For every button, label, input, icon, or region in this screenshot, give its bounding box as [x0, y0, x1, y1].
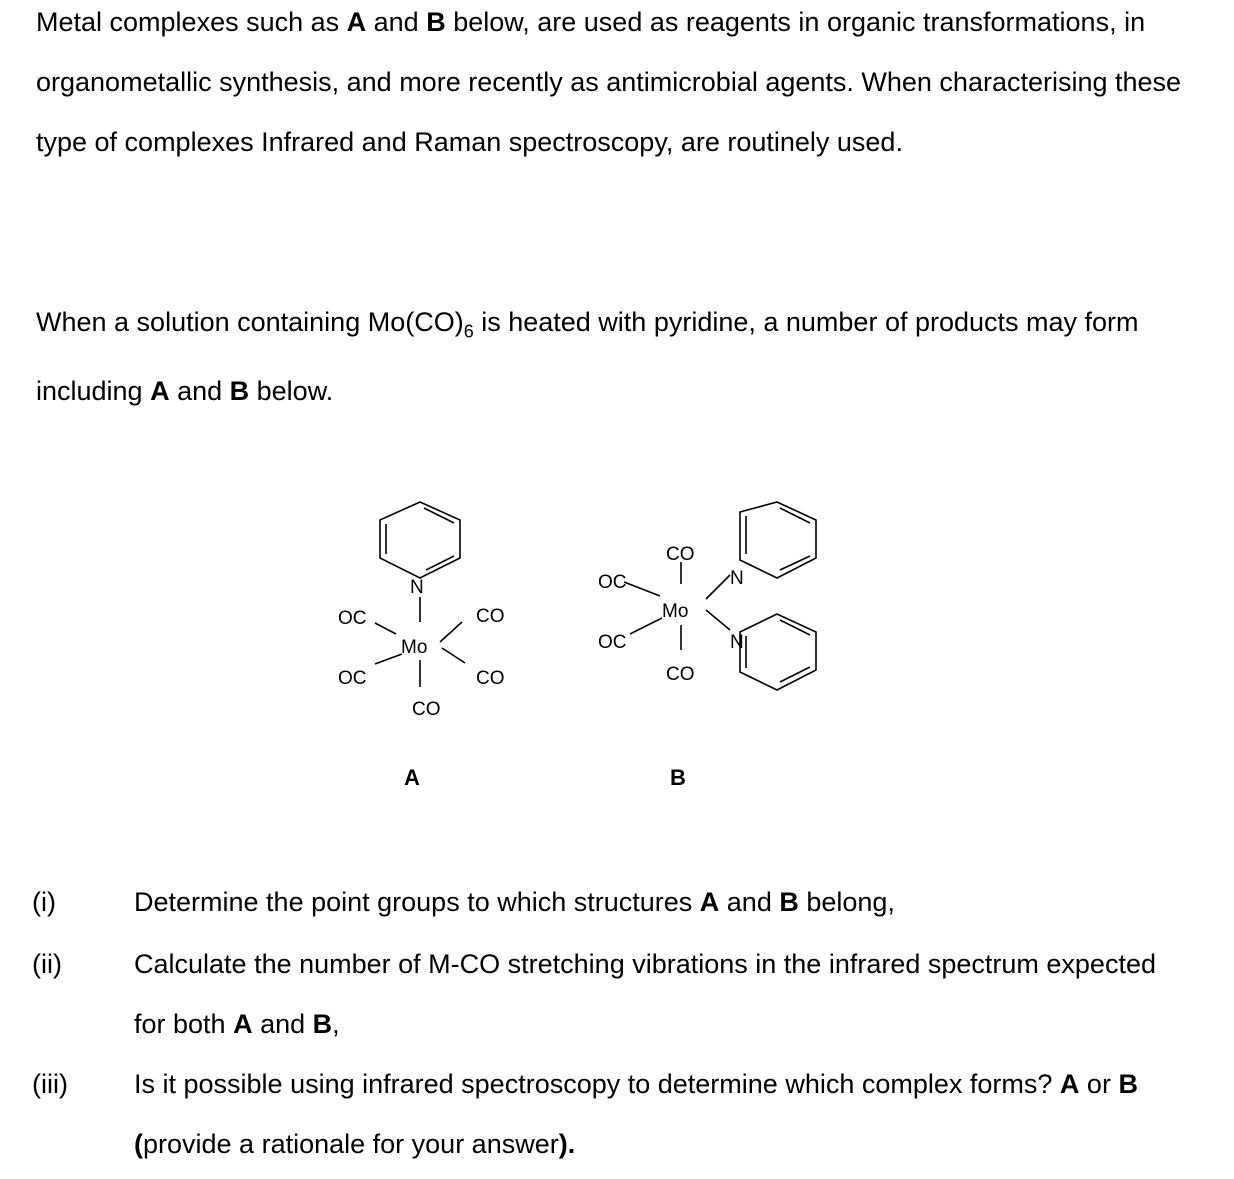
question-label-b: B — [779, 887, 799, 917]
b-oc-ll-label: OC — [598, 632, 627, 653]
b-caption: B — [670, 765, 686, 790]
intro-label-b: B — [426, 7, 446, 37]
b-n1-label: N — [730, 568, 744, 589]
b-co-b-label: CO — [666, 664, 695, 685]
reaction-label-a: A — [150, 376, 170, 407]
b-co-t-label: CO — [666, 544, 695, 565]
question-text — [134, 1054, 1194, 1174]
question-text — [134, 934, 1194, 1054]
question-text-and: and — [719, 887, 780, 917]
pyridine-ring-b2 — [740, 614, 816, 690]
a-co-lr-label: CO — [476, 668, 505, 689]
reaction-paragraph — [36, 292, 1206, 421]
pyridine-ring-a — [380, 502, 460, 578]
question-number: (ii) — [32, 949, 62, 979]
question-text-or: or — [1079, 1069, 1119, 1099]
bond-co-lr-a — [442, 648, 465, 663]
structures-figure — [320, 500, 840, 820]
pyridine-ring-b1 — [740, 502, 816, 578]
question-text-pre: Calculate the number of M-CO stretching vibrations in the infrared spectrum expected for both — [134, 949, 1156, 1039]
reaction-text-2: is heated with pyridine, a number of products may form including — [36, 307, 1139, 407]
question-text-and: and — [252, 1009, 313, 1039]
intro-text-3: below, are used as reagents in organic transformations, in organometallic synthesis, and more recently as antimicrobial agents. When characterising these type of complexes Infrared and Raman spectroscopy, are routinely used. — [36, 7, 1182, 157]
a-co-b-label: CO — [412, 699, 441, 720]
question-text-pre: Is it possible using infrared spectroscopy to determine which complex forms? — [134, 1069, 1060, 1099]
question-text-pre: Determine the point groups to which structures — [134, 887, 700, 917]
question-text-post: , — [332, 1009, 340, 1039]
a-caption: A — [404, 765, 420, 790]
bond-oc-ll-a — [375, 654, 402, 664]
question-label-b: B — [312, 1009, 333, 1039]
question-label-a: A — [1059, 1069, 1080, 1099]
a-mo-label: Mo — [401, 637, 428, 658]
bond-oc-ul-b — [624, 582, 660, 596]
bond-co-ur-a — [440, 622, 462, 642]
question-number: (i) — [32, 887, 56, 917]
b-mo-label: Mo — [662, 601, 689, 622]
question-label-a: A — [233, 1009, 253, 1039]
bond-mo-n2 — [706, 610, 730, 630]
bond-oc-ul-a — [375, 623, 396, 634]
reaction-text-4: below. — [249, 376, 334, 407]
b-n2-label: N — [730, 632, 744, 653]
a-oc-ll-label: OC — [338, 668, 367, 689]
b-oc-ul-label: OC — [598, 572, 627, 593]
a-co-ur-label: CO — [476, 606, 505, 627]
reaction-subscript: 6 — [463, 321, 474, 342]
question-label-a: A — [699, 887, 720, 917]
a-n-label: N — [410, 577, 424, 598]
intro-text-2: and — [366, 7, 427, 37]
question-paren-open: ( — [134, 1129, 143, 1159]
intro-text-1: Metal complexes such as — [36, 7, 347, 37]
reaction-label-b: B — [229, 376, 250, 407]
bond-oc-ll-b — [630, 618, 662, 634]
structure-b-bonds — [624, 502, 816, 690]
structures-drawing — [320, 500, 840, 820]
bond-mo-n1 — [706, 575, 730, 599]
question-paren-close: ). — [558, 1129, 576, 1159]
reaction-text-3: and — [169, 376, 230, 407]
a-oc-ul-label: OC — [338, 608, 367, 629]
question-number: (iii) — [32, 1069, 68, 1099]
question-text — [134, 872, 1194, 932]
intro-paragraph — [36, 0, 1206, 172]
question-text-post: provide a rationale for your answer — [143, 1129, 559, 1159]
question-text-post: belong, — [798, 887, 895, 917]
reaction-text-1: When a solution containing Mo(CO) — [36, 307, 464, 337]
intro-label-a: A — [346, 7, 367, 37]
question-label-b: B — [1118, 1069, 1138, 1099]
